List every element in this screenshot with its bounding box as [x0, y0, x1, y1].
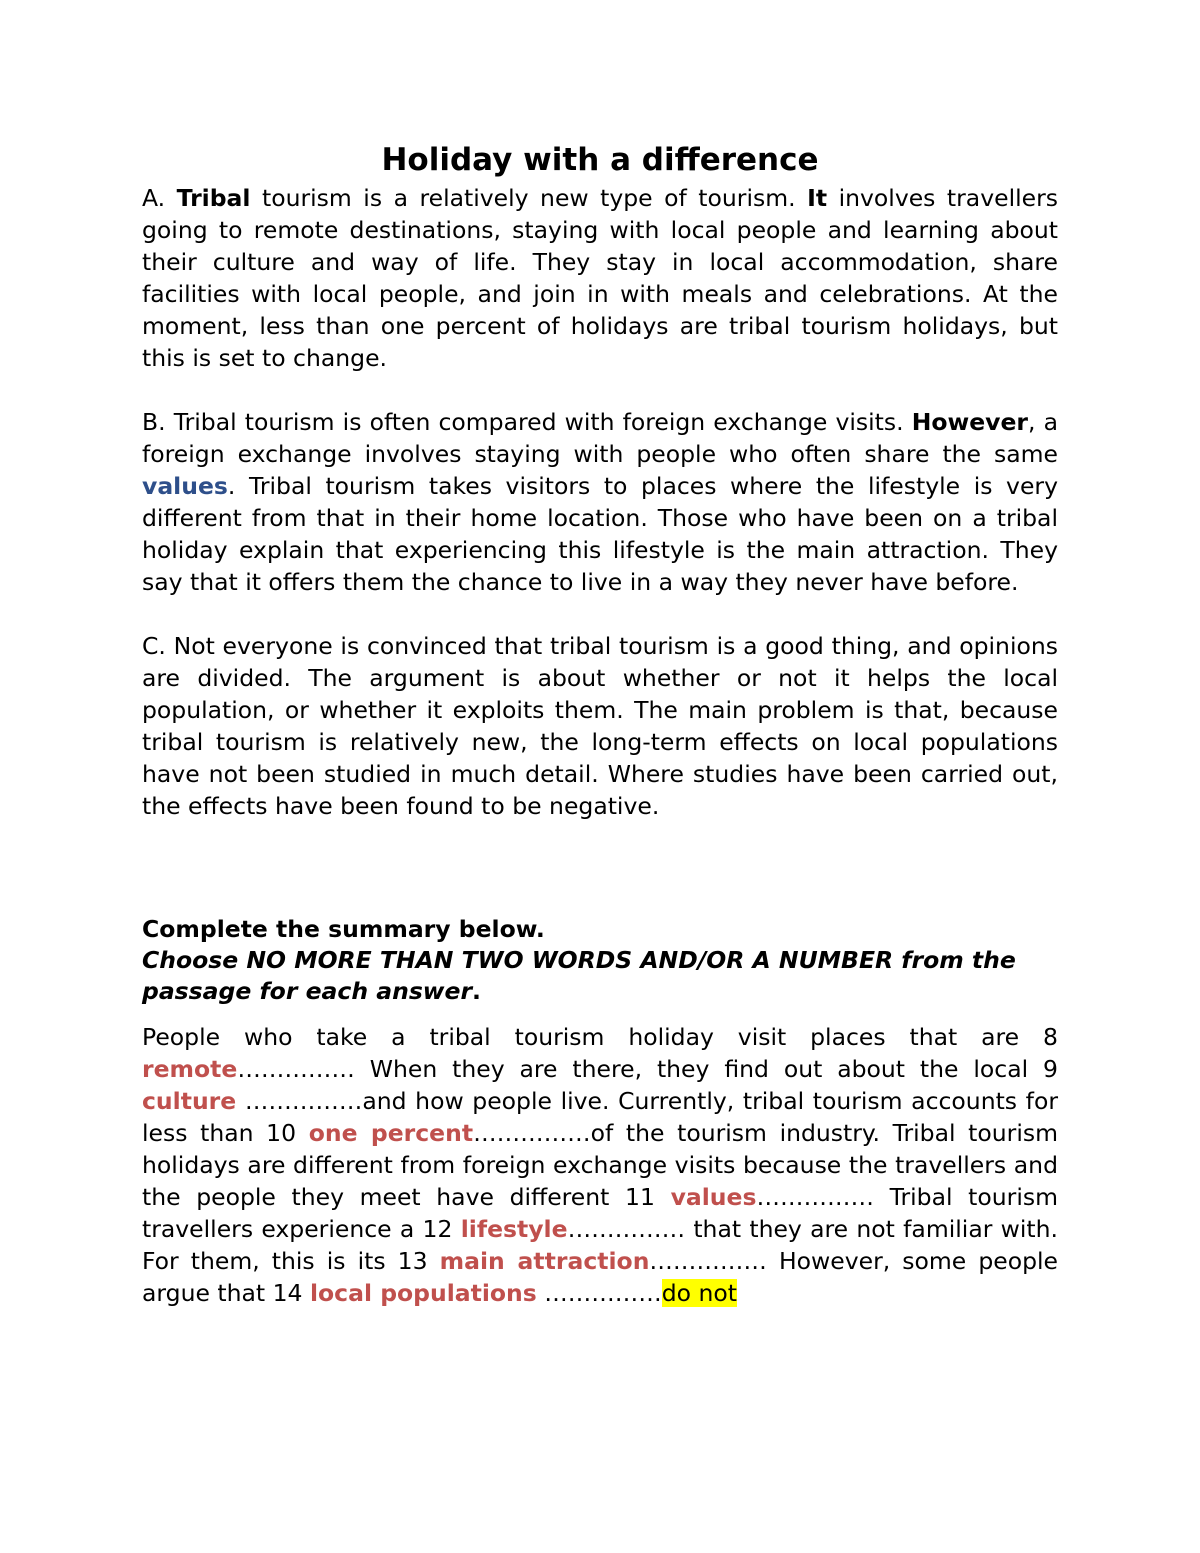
paragraph-b-text-3: . Tribal tourism takes visitors to places where the lifestyle is very different from that in their home location. Those who have been on a tribal holiday explain that experiencing this lifestyle is the main attraction. They say that it offers them the chance to live in a way they never have before.: [142, 472, 1058, 596]
answer-8: remote: [142, 1055, 238, 1083]
paragraph-a: [142, 182, 1058, 374]
instruction-detail-period: .: [472, 977, 481, 1005]
answer-14: local populations: [309, 1279, 537, 1307]
instructions: [142, 914, 1058, 1007]
paragraph-b: [142, 406, 1058, 598]
document-page: [142, 138, 1058, 1309]
bold-word-however: However: [911, 408, 1029, 436]
summary-text-3: ……………and how people live. Currently, tribal tourism accounts for less than 10: [142, 1087, 1058, 1147]
instruction-detail-text: Choose NO MORE THAN TWO WORDS AND/OR A NUMBER from the passage for each answer: [142, 946, 1016, 1005]
answer-10: one percent: [308, 1119, 474, 1147]
highlighted-text: do not: [661, 1279, 738, 1307]
summary-text-2: …………… When they are there, they find out about the local 9: [237, 1055, 1058, 1083]
keyword-values: values: [142, 472, 228, 500]
summary-text-4: ……………of the tourism industry. Tribal tourism holidays are different from foreign exchange visits because the travellers and the people they meet have different 11: [142, 1119, 1058, 1211]
summary-text-1: People who take a tribal tourism holiday visit places that are 8: [142, 1023, 1058, 1051]
instruction-detail: [142, 945, 1058, 1007]
paragraph-a-text-1: tourism is a relatively new type of tourism.: [250, 184, 808, 212]
summary-paragraph: [142, 1021, 1058, 1309]
summary-text-8: ……………: [536, 1279, 662, 1307]
summary-text-6: …………… that they are not familiar with. For them, this is its 13: [142, 1215, 1058, 1275]
instruction-heading: Complete the summary below.: [142, 915, 545, 943]
paragraph-a-text-2: involves travellers going to remote destinations, staying with local people and learning about their culture and way of life. They stay in local accommodation, share facilities with local people, and join in with meals and celebrations. At the moment, less than one percent of holidays are tribal tourism holidays, but this is set to change.: [142, 184, 1058, 372]
bold-word-tribal: Tribal: [176, 184, 251, 212]
paragraph-c: C. Not everyone is convinced that tribal tourism is a good thing, and opinions are divided. The argument is about whether or not it helps the local population, or whether it exploits them. The main problem is that, because tribal tourism is relatively new, the long-term effects on local populations have not been studied in much detail. Where studies have been carried out, the effects have been found to be negative.: [142, 632, 1058, 820]
answer-9: culture: [142, 1087, 237, 1115]
answer-11: values: [670, 1183, 757, 1211]
summary-text-5: …………… Tribal tourism travellers experience a 12: [142, 1183, 1058, 1243]
bold-word-it: It: [807, 184, 828, 212]
paragraph-b-text-2: , a foreign exchange involves staying with people who often share the same: [142, 408, 1058, 468]
paragraph-b-text-1: B. Tribal tourism is often compared with foreign exchange visits.: [142, 408, 912, 436]
answer-12: lifestyle: [460, 1215, 568, 1243]
answer-13: main attraction: [439, 1247, 650, 1275]
summary-text-7: …………… However, some people argue that 14: [142, 1247, 1058, 1307]
paragraph-a-label: A.: [142, 184, 177, 212]
document-title: Holiday with a difference: [381, 142, 819, 178]
